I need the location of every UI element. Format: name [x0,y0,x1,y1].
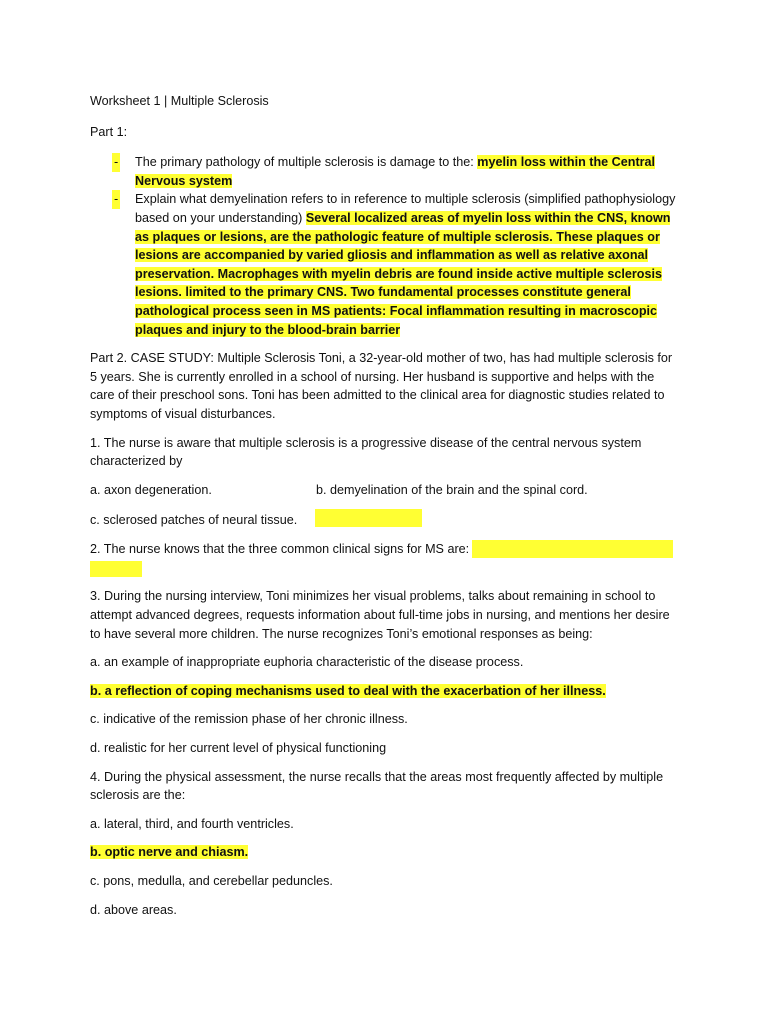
question-4-option-b [90,843,678,862]
highlighted-answer: myelin loss within the Central Nervous system [135,155,656,188]
question-4-option-a: a. lateral, third, and fourth ventricles. [90,816,294,831]
worksheet-title: Worksheet 1 | Multiple Sclerosis [90,94,269,108]
question-2-stem: 2. The nurse knows that the three common clinical signs for MS are: [90,541,470,556]
highlighted-answer: b. a reflection of coping mechanisms used to deal with the exacerbation of her illness. [90,683,606,698]
bullet-item-demyelination [90,190,678,339]
question-4-option-d: d. above areas. [90,902,177,917]
highlighted-answer: Several localized areas of myelin loss within the CNS, known as plaques or lesions, are the pathologic feature of multiple sclerosis. These plaques or lesions are accompanied by varied gliosis and inflammation as well as relative axonal preservation. Macrophages with myelin debris are found inside active multiple sclerosis lesions. limited to the primary CNS. Two fundamental processes constitute general pathological process seen in MS patients: Focal inflammation resulting in macroscopic plaques and injury to the blood-brain barrier [135,210,671,337]
question-2-line [90,540,678,559]
bullet-dash: - [112,153,120,172]
question-1-option-a: a. axon degeneration. [90,482,212,497]
question-3-stem: 3. During the nursing interview, Toni minimizes her visual problems, talks about remaining in school to attempt advanced degrees, requests information about full-time jobs in nursing, and mentions her desire to have several more children. The nurse recognizes Toni’s emotional responses as being: [90,589,670,641]
question-1-options-row [90,481,678,500]
highlighted-answer-blank [472,540,673,558]
case-study-intro: Part 2. CASE STUDY: Multiple Sclerosis Toni, a 32-year-old mother of two, has had multiple sclerosis for 5 years. She is currently enrolled in a school of nursing. Her husband is supportive and helps with the care of their preschool sons. Toni has been admitted to the clinical area for diagnostic studies related to symptoms of visual disturbances. [90,351,673,421]
question-1-option-b: b. demyelination of the brain and the spinal cord. [316,482,588,497]
question-4-option-c: c. pons, medulla, and cerebellar peduncles. [90,874,333,888]
question-1-stem: 1. The nurse is aware that multiple sclerosis is a progressive disease of the central nervous system characterized by [90,435,642,469]
part1-heading: Part 1: [90,124,128,139]
question-3-option-b [90,682,678,701]
highlighted-answer: b. optic nerve and chiasm. [90,845,249,860]
question-4-stem: 4. During the physical assessment, the nurse recalls that the areas most frequently affected by multiple sclerosis are the: [90,769,664,803]
bullet-item-primary-pathology [90,153,678,190]
question-3-option-d: d. realistic for her current level of physical functioning [90,741,387,756]
question-3-option-c: c. indicative of the remission phase of her chronic illness. [90,712,408,727]
question-1-option-c: c. sclerosed patches of neural tissue. [90,513,298,528]
bullet-question-text: The primary pathology of multiple sclerosis is damage to the: [135,155,478,170]
bullet-dash: - [112,190,120,209]
highlighted-answer-blank [315,509,422,527]
question-3-option-a: a. an example of inappropriate euphoria characteristic of the disease process. [90,655,524,670]
highlighted-answer-blank-continued [90,561,142,577]
bullet-question-text: Explain what demyelination refers to in reference to multiple sclerosis (simplified pathophysiology based on your understanding) [135,192,676,225]
question-1-option-c-line [90,509,678,530]
part1-bullet-list [90,153,678,339]
